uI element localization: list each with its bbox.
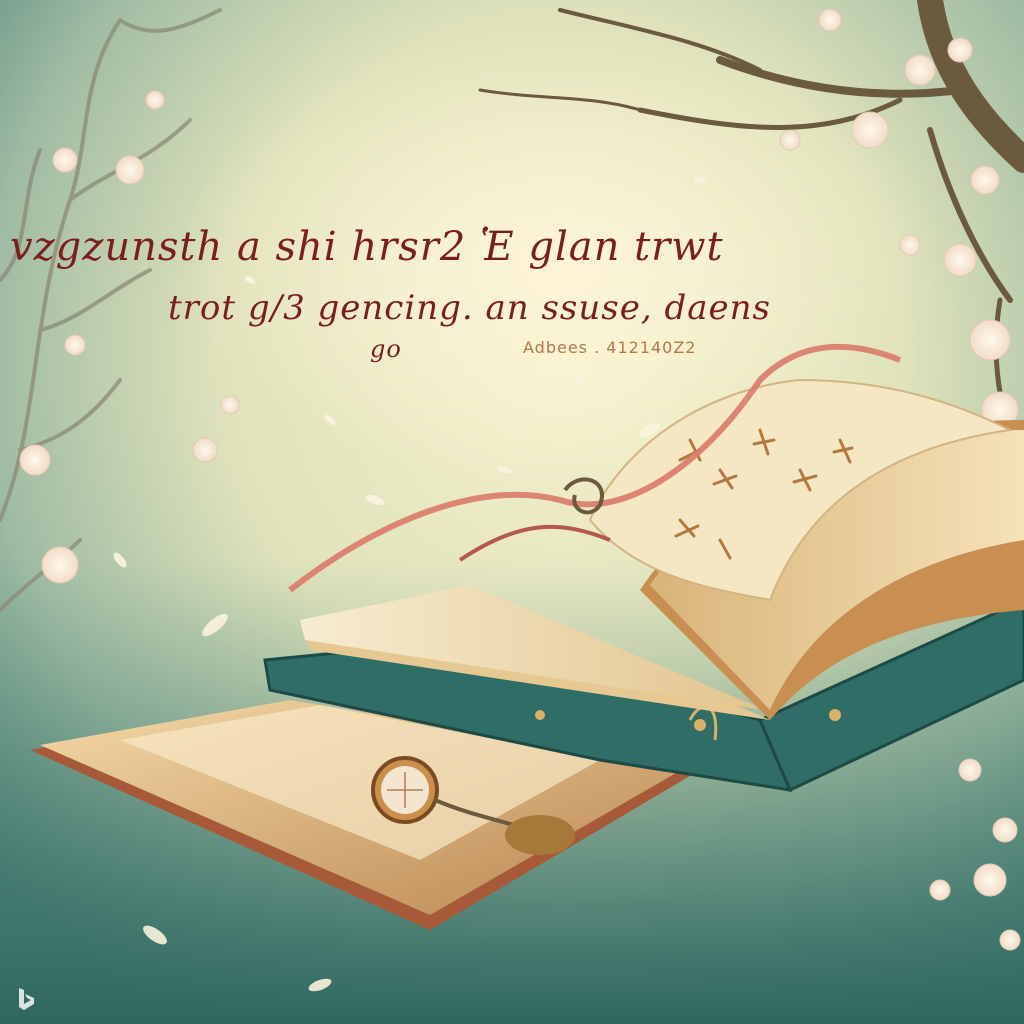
headline-line-3: go bbox=[370, 335, 402, 363]
headline-line-1: vzgzunsth a shi hrsr2 Ἑ glan trwt bbox=[10, 224, 724, 270]
headline-line-2: trot g/3 gencing. an ssuse, daens bbox=[168, 288, 771, 328]
bing-logo-icon bbox=[10, 984, 40, 1014]
caption-text: Adbees . 412140Z2 bbox=[523, 338, 697, 357]
